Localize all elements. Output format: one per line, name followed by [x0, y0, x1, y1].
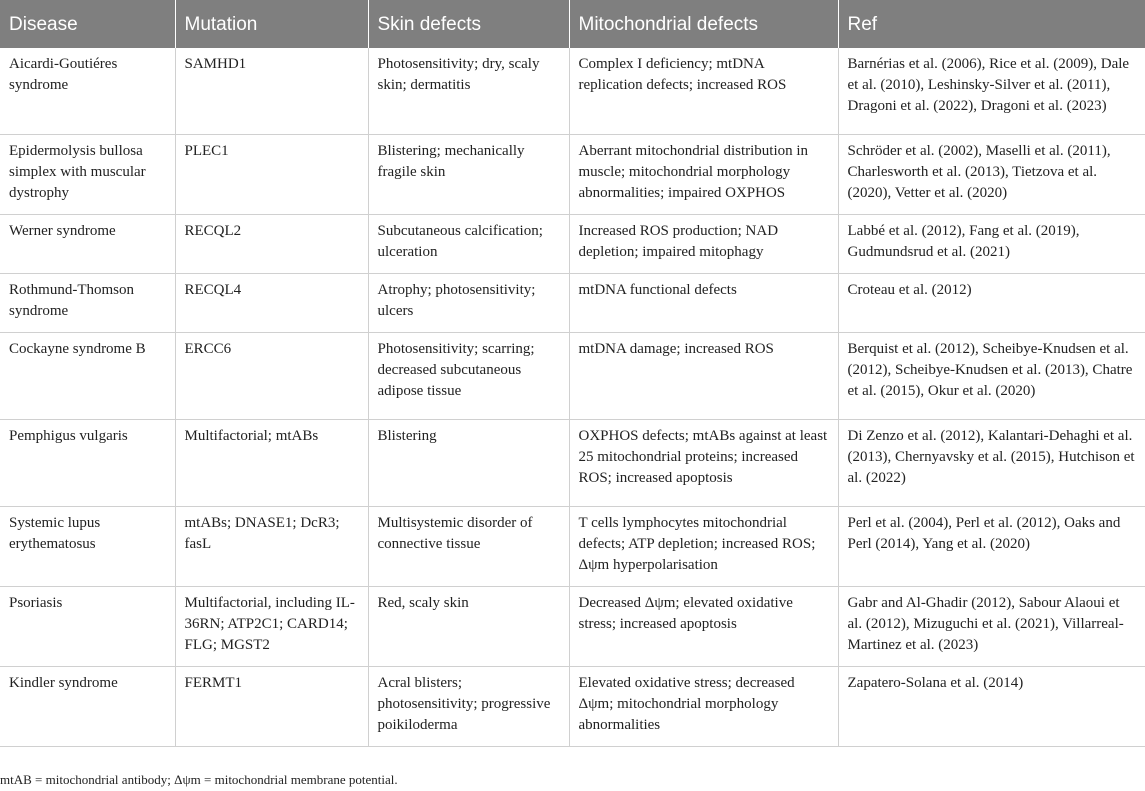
- cell-mitochondrial-defects: T cells lymphocytes mitochondrial defects; ATP depletion; increased ROS; Δψm hyperpolarisation: [569, 507, 838, 587]
- cell-mutation: RECQL4: [175, 274, 368, 333]
- cell-mitochondrial-defects: Aberrant mitochondrial distribution in muscle; mitochondrial morphology abnormalities; impaired OXPHOS: [569, 135, 838, 215]
- cell-mutation: Multifactorial; mtABs: [175, 420, 368, 507]
- cell-mitochondrial-defects: mtDNA damage; increased ROS: [569, 333, 838, 420]
- cell-skin-defects: Subcutaneous calcification; ulceration: [368, 215, 569, 274]
- cell-mitochondrial-defects: mtDNA functional defects: [569, 274, 838, 333]
- cell-mutation: PLEC1: [175, 135, 368, 215]
- table-row: [0, 587, 1145, 667]
- cell-skin-defects: Photosensitivity; scarring; decreased subcutaneous adipose tissue: [368, 333, 569, 420]
- cell-disease: Epidermolysis bullosa simplex with muscular dystrophy: [0, 135, 175, 215]
- cell-disease: Rothmund-Thomson syndrome: [0, 274, 175, 333]
- cell-mutation: mtABs; DNASE1; DcR3; fasL: [175, 507, 368, 587]
- cell-skin-defects: Photosensitivity; dry, scaly skin; dermatitis: [368, 48, 569, 135]
- cell-skin-defects: Acral blisters; photosensitivity; progressive poikiloderma: [368, 667, 569, 747]
- cell-disease: Cockayne syndrome B: [0, 333, 175, 420]
- cell-skin-defects: Blistering; mechanically fragile skin: [368, 135, 569, 215]
- table-row: [0, 274, 1145, 333]
- cell-mitochondrial-defects: Elevated oxidative stress; decreased Δψm; mitochondrial morphology abnormalities: [569, 667, 838, 747]
- cell-ref: Gabr and Al-Ghadir (2012), Sabour Alaoui et al. (2012), Mizuguchi et al. (2021), Villarreal-Martinez et al. (2023): [838, 587, 1145, 667]
- cell-mitochondrial-defects: Complex I deficiency; mtDNA replication defects; increased ROS: [569, 48, 838, 135]
- table-row: [0, 507, 1145, 587]
- table-header: [0, 0, 1145, 48]
- table-row: [0, 420, 1145, 507]
- table-footnote: mtAB = mitochondrial antibody; Δψm = mitochondrial membrane potential.: [0, 772, 398, 787]
- cell-mutation: RECQL2: [175, 215, 368, 274]
- cell-mitochondrial-defects: OXPHOS defects; mtABs against at least 25 mitochondrial proteins; increased ROS; increased apoptosis: [569, 420, 838, 507]
- table-body: [0, 48, 1145, 747]
- table-row: [0, 215, 1145, 274]
- cell-mutation: SAMHD1: [175, 48, 368, 135]
- cell-skin-defects: Red, scaly skin: [368, 587, 569, 667]
- cell-skin-defects: Blistering: [368, 420, 569, 507]
- cell-skin-defects: Atrophy; photosensitivity; ulcers: [368, 274, 569, 333]
- cell-ref: Berquist et al. (2012), Scheibye-Knudsen et al. (2012), Scheibye-Knudsen et al. (2013), Chatre et al. (2015), Okur et al. (2020): [838, 333, 1145, 420]
- table-row: [0, 48, 1145, 135]
- cell-ref: Barnérias et al. (2006), Rice et al. (2009), Dale et al. (2010), Leshinsky-Silver et al. (2011), Dragoni et al. (2022), Dragoni et al. (2023): [838, 48, 1145, 135]
- header-mutation: Mutation: [175, 0, 368, 48]
- cell-ref: Di Zenzo et al. (2012), Kalantari-Dehaghi et al. (2013), Chernyavsky et al. (2015), Hutchison et al. (2022): [838, 420, 1145, 507]
- table-row: [0, 333, 1145, 420]
- table-row: [0, 135, 1145, 215]
- cell-mutation: FERMT1: [175, 667, 368, 747]
- cell-skin-defects: Multisystemic disorder of connective tissue: [368, 507, 569, 587]
- cell-ref: Zapatero-Solana et al. (2014): [838, 667, 1145, 747]
- header-row: [0, 0, 1145, 48]
- cell-mitochondrial-defects: Decreased Δψm; elevated oxidative stress; increased apoptosis: [569, 587, 838, 667]
- header-disease: Disease: [0, 0, 175, 48]
- cell-mutation: ERCC6: [175, 333, 368, 420]
- header-skin-defects: Skin defects: [368, 0, 569, 48]
- table-row: [0, 667, 1145, 747]
- cell-disease: Pemphigus vulgaris: [0, 420, 175, 507]
- cell-disease: Kindler syndrome: [0, 667, 175, 747]
- cell-ref: Perl et al. (2004), Perl et al. (2012), Oaks and Perl (2014), Yang et al. (2020): [838, 507, 1145, 587]
- cell-ref: Schröder et al. (2002), Maselli et al. (2011), Charlesworth et al. (2013), Tietzova et al. (2020), Vetter et al. (2020): [838, 135, 1145, 215]
- cell-disease: Aicardi-Goutiéres syndrome: [0, 48, 175, 135]
- cell-mutation: Multifactorial, including IL-36RN; ATP2C1; CARD14; FLG; MGST2: [175, 587, 368, 667]
- cell-disease: Psoriasis: [0, 587, 175, 667]
- cell-ref: Labbé et al. (2012), Fang et al. (2019), Gudmundsrud et al. (2021): [838, 215, 1145, 274]
- cell-disease: Systemic lupus erythematosus: [0, 507, 175, 587]
- header-mitochondrial-defects: Mitochondrial defects: [569, 0, 838, 48]
- cell-disease: Werner syndrome: [0, 215, 175, 274]
- cell-ref: Croteau et al. (2012): [838, 274, 1145, 333]
- header-ref: Ref: [838, 0, 1145, 48]
- cell-mitochondrial-defects: Increased ROS production; NAD depletion; impaired mitophagy: [569, 215, 838, 274]
